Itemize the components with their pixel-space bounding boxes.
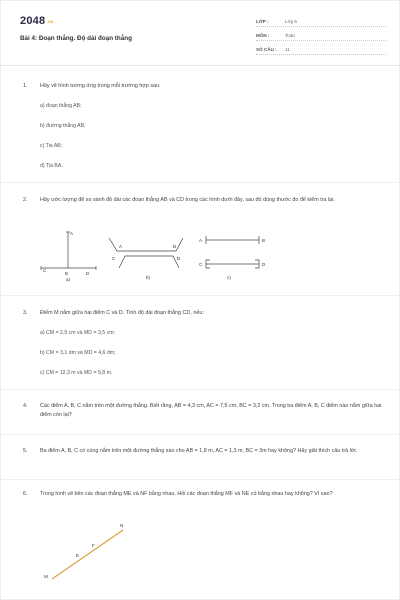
caption-c: c) (227, 275, 231, 280)
meta-count-key: SỐ CÂU : (256, 47, 277, 52)
logo-suffix: .VN (46, 19, 54, 24)
point-label-a: A (199, 238, 203, 243)
question-number: 4. (23, 403, 28, 409)
point-label-b: B (65, 271, 69, 276)
question-number: 1. (23, 83, 28, 89)
point-label-c: C (43, 268, 47, 273)
point-label-c: C (112, 256, 116, 261)
site-logo[interactable] (20, 15, 54, 27)
caption-b: b) (146, 275, 151, 280)
question-3-item-a: a) CM = 2,5 cm và MD = 3,5 cm; (40, 330, 115, 336)
meta-subject-value: Toán (285, 33, 295, 38)
worksheet-header (1, 1, 400, 65)
figure-c (199, 236, 266, 280)
question-separator (1, 389, 400, 390)
point-label-d: D (86, 271, 90, 276)
point-label-d: D (262, 262, 266, 267)
figure-a (41, 231, 96, 282)
lesson-title: Bài 4: Đoạn thẳng. Độ dài đoạn thẳng (20, 35, 132, 42)
point-label-e: E (76, 553, 80, 558)
question-separator (1, 182, 400, 183)
question-separator (1, 434, 400, 435)
point-label-f: F (92, 543, 95, 548)
segment-mn (52, 530, 123, 579)
question-text: Các điểm A, B, C nằm trên một đường thẳng. Biết rằng, AB = 4,3 cm, AC = 7,5 cm, BC = 3,2 cm. Trong ba điểm A, B, C điểm nào nằm giữa hai điểm còn lại? (40, 403, 382, 418)
meta-class (256, 18, 386, 27)
question-number: 2. (23, 197, 28, 203)
question-number: 6. (23, 491, 28, 497)
caption-a: a) (66, 277, 71, 282)
logo-text: 2048 (20, 15, 46, 27)
point-label-c: C (199, 262, 203, 267)
point-label-b: B (173, 244, 177, 249)
question-separator (1, 295, 400, 296)
question-text: Hãy vẽ hình tương ứng trong mỗi trường hợp sau: (40, 83, 161, 89)
point-label-n: N (120, 523, 124, 528)
point-label-b: B (262, 238, 266, 243)
question-text: Ba điểm A, B, C có cùng nằm trên một đường thẳng sao cho AB = 1,8 m, AC = 1,3 m, BC = 3m hay không? Hãy giải thích câu trả lời. (40, 448, 358, 454)
point-label-a: A (70, 231, 74, 236)
question-separator (1, 479, 400, 480)
point-label-d: D (177, 256, 181, 261)
question-number: 5. (23, 448, 28, 454)
point-label-a: A (119, 244, 123, 249)
question-1-item-c: c) Tia AB; (40, 143, 63, 149)
question-text: Điểm M nằm giữa hai điểm C và D. Tính độ dài đoạn thẳng CD, nếu: (40, 310, 204, 316)
question-number: 3. (23, 310, 28, 316)
question-3-item-c: c) CM = 12,3 m và MD = 5,8 m. (40, 370, 113, 376)
question-text: Trong hình vẽ bên các đoạn thẳng ME và NF bằng nhau. Hỏi các đoạn thẳng MF và NE có bằng nhau hay không? Vì sao? (40, 491, 333, 497)
meta-subject-key: MÔN : (256, 33, 270, 38)
question-6-figure (1, 516, 400, 596)
question-1-item-b: b) đường thẳng AB; (40, 123, 86, 129)
point-label-m: M (44, 574, 48, 579)
figure-b (109, 238, 183, 280)
meta-count (256, 46, 386, 55)
question-1-item-d: d) Tia BA. (40, 163, 63, 169)
question-text: Hãy ước lượng để so sánh độ dài các đoạn thẳng AB và CD trong các hình dưới đây, sau đó dùng thước đo để kiểm tra lại. (40, 197, 335, 203)
question-3-item-b: b) CM = 3,1 dm và MD = 4,6 dm; (40, 350, 116, 356)
question-1-item-a: a) đoạn thẳng AB; (40, 103, 82, 109)
meta-subject (256, 32, 386, 41)
segment-cd (119, 256, 179, 268)
header-divider (1, 65, 400, 66)
meta-class-value: Lớp 6 (285, 19, 297, 24)
meta-class-key: LỚP : (256, 19, 269, 24)
question-2-figure (1, 216, 400, 291)
meta-count-value: 11 (285, 47, 290, 52)
